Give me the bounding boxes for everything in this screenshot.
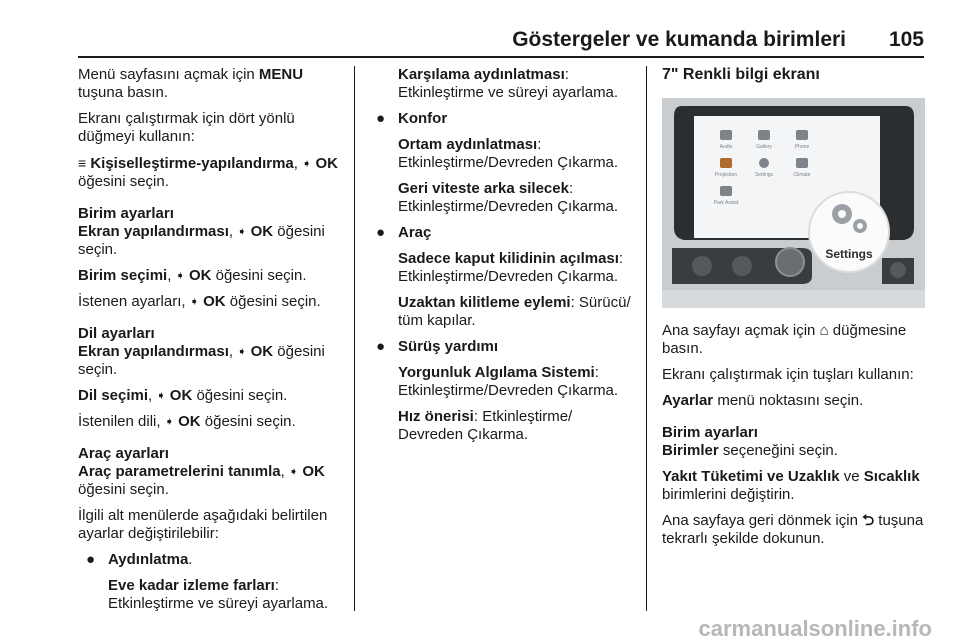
list-subitem: Ortam aydınlatması: Etkinleştirme/Devreden Çıkarma. <box>398 136 619 171</box>
arrow-right-icon: ➧ <box>237 226 247 238</box>
column-3-text <box>662 322 928 556</box>
app-label-audio: Audio <box>719 144 733 150</box>
page-header <box>78 26 924 58</box>
paragraph: Menü sayfasını açmak için MENU tuşuna basın. <box>78 66 304 101</box>
list-subitem: Sadece kaput kilidinin açılması: Etkinleştirme/Devreden Çıkarma. <box>398 250 624 285</box>
list-item: ● Konfor <box>376 110 448 127</box>
column-divider <box>646 66 647 611</box>
paragraph: Ayarlar menü noktasını seçin. <box>662 392 864 409</box>
paragraph: Birimler seçeneğini seçin. <box>662 442 838 459</box>
arrow-right-icon: ➧ <box>189 296 199 308</box>
arrow-right-icon: ➧ <box>302 158 312 170</box>
app-label-park-assist: Park Assist <box>713 200 739 206</box>
screen-drawing <box>662 98 925 308</box>
paragraph: İstenen ayarları, ➧ OK öğesini seçin. <box>78 293 321 310</box>
infotainment-screen-illustration <box>662 98 925 308</box>
app-label-gallery: Gallery <box>756 144 772 150</box>
paragraph: Yakıt Tüketimi ve Uzaklık ve Sıcaklık birimlerini değiştirin. <box>662 468 920 503</box>
arrow-right-icon: ➧ <box>237 346 247 358</box>
list-subitem: Karşılama aydınlatması: Etkinleştirme ve süreyi ayarlama. <box>398 66 619 101</box>
app-label-climate: Climate <box>793 172 811 178</box>
arrow-right-icon: ➧ <box>164 416 174 428</box>
home-icon: ⌂ <box>819 322 829 339</box>
arrow-right-icon: ➧ <box>156 390 166 402</box>
paragraph: İlgili alt menülerde aşağıdaki belirtilen ayarlar değiştirilebilir: <box>78 507 328 542</box>
back-icon: ⮌ <box>862 512 875 529</box>
paragraph: İstenilen dili, ➧ OK öğesini seçin. <box>78 413 296 430</box>
settings-zoom-label: Settings <box>825 247 873 261</box>
paragraph: ≡ Kişiselleştirme-yapılandırma, ➧ OK öğesini seçin. <box>78 155 339 190</box>
page-number: 105 <box>888 28 924 51</box>
app-label-settings: Settings <box>754 172 774 178</box>
list-subitem: Hız önerisi: Etkinleştirme/ Devreden Çıkarma. <box>398 408 573 443</box>
app-label-phone: Phone <box>794 144 810 150</box>
arrow-right-icon: ➧ <box>175 270 185 282</box>
paragraph: Ekranı çalıştırmak için tuşları kullanın: <box>662 366 914 383</box>
paragraph: Araç parametrelerini tanımla, ➧ OK öğesini seçin. <box>78 463 325 498</box>
paragraph: Birim seçimi, ➧ OK öğesini seçin. <box>78 267 307 284</box>
list-subitem: Yorgunluk Algılama Sistemi: Etkinleştirme/Devreden Çıkarma. <box>398 364 619 399</box>
paragraph: Dil seçimi, ➧ OK öğesini seçin. <box>78 387 288 404</box>
paragraph: Ekran yapılandırması, ➧ OK öğesini seçin. <box>78 223 325 258</box>
bullet-icon: ● <box>376 224 386 241</box>
section-heading: Dil ayarları <box>78 325 155 342</box>
list-item: ● Aydınlatma. <box>86 551 193 568</box>
paragraph: Ana sayfaya geri dönmek için ⮌ tuşuna tekrarlı şekilde dokunun. <box>662 512 924 547</box>
personalization-icon: ≡ <box>78 155 87 171</box>
app-label-projection: Projection <box>714 172 738 178</box>
section-heading: Birim ayarları <box>662 424 758 441</box>
bullet-icon: ● <box>376 110 386 127</box>
bullet-icon: ● <box>376 338 386 355</box>
list-subitem: Eve kadar izleme farları: Etkinleştirme ve süreyi ayarlama. <box>108 577 329 612</box>
list-item: ● Araç <box>376 224 432 241</box>
column-1 <box>78 66 344 621</box>
column-3 <box>662 66 928 92</box>
paragraph: Ana sayfayı açmak için ⌂ düğmesine basın. <box>662 322 907 357</box>
arrow-right-icon: ➧ <box>288 466 299 478</box>
section-title: 7" Renkli bilgi ekranı <box>662 66 820 83</box>
list-subitem: Uzaktan kilitleme eylemi: Sürücü/ tüm kapılar. <box>398 294 631 329</box>
bullet-icon: ● <box>86 551 96 568</box>
section-heading: Araç ayarları <box>78 445 169 462</box>
paragraph: Ekran yapılandırması, ➧ OK öğesini seçin. <box>78 343 325 378</box>
watermark: carmanualsonline.info <box>698 616 932 641</box>
column-divider <box>354 66 355 611</box>
list-subitem: Geri viteste arka silecek: Etkinleştirme/Devreden Çıkarma. <box>398 180 619 215</box>
paragraph: Ekranı çalıştırmak için dört yönlü düğmeyi kullanın: <box>78 110 295 145</box>
column-2 <box>368 66 636 452</box>
list-item: ● Sürüş yardımı <box>376 338 499 355</box>
section-heading: Birim ayarları <box>78 205 174 222</box>
page-title: Göstergeler ve kumanda birimleri <box>512 28 846 51</box>
